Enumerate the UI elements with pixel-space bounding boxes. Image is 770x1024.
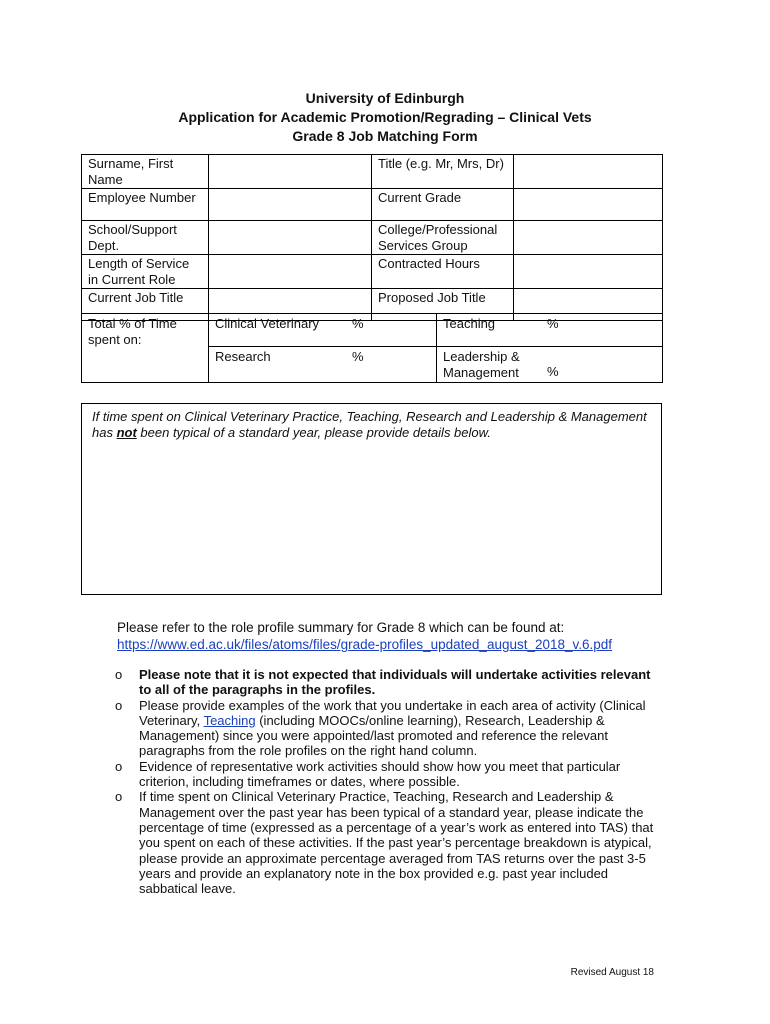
school-label: School/Support Dept. — [82, 221, 209, 255]
research-percent-symbol: % — [352, 349, 364, 364]
title-field[interactable] — [514, 155, 663, 189]
clinical-veterinary-cell[interactable] — [209, 314, 437, 347]
form-subheading: Grade 8 Job Matching Form — [292, 128, 478, 144]
university-name: University of Edinburgh — [305, 90, 465, 106]
current-grade-label: Current Grade — [372, 189, 514, 221]
not-emphasis: not — [116, 425, 137, 440]
leadership-cell[interactable] — [437, 347, 663, 383]
personal-details-table — [81, 154, 663, 321]
leadership-label: Leadership & Management — [443, 349, 520, 380]
list-item: o Please provide examples of the work that you undertake in each area of activity (Clinical Veterinary, Teaching (including MOOCs/online learning), Research, Leadership & Management) since you were appointed/last promoted and reference the relevant paragraphs from the role profiles on the right hand column. — [115, 697, 646, 759]
length-of-service-label: Length of Service in Current Role — [82, 255, 209, 289]
grade-profiles-link[interactable]: https://www.ed.ac.uk/files/atoms/files/grade-profiles_updated_august_2018_v.6.pdf — [117, 637, 613, 652]
length-of-service-field[interactable] — [209, 255, 372, 289]
proposed-job-title-label: Proposed Job Title — [372, 289, 514, 321]
teaching-cell[interactable] — [437, 314, 663, 347]
contracted-hours-label: Contracted Hours — [372, 255, 514, 289]
research-label: Research — [215, 349, 271, 364]
teaching-percent-symbol: % — [547, 316, 559, 331]
college-field[interactable] — [514, 221, 663, 255]
revision-note: Revised August 18 — [570, 967, 654, 978]
list-item: o If time spent on Clinical Veterinary Practice, Teaching, Research and Leadership & Management over the past year has been typical of a standard year, please indicate the percentage of time (expressed as a percentage of a year’s work as entered into TAS) that you spent on each of these activities. If the past year’s percentage breakdown is atypical, please provide an approximate percentage averaged from TAS returns over the past 3-5 years and provide an explanatory note in the box provided e.g. past year included sabbatical leave. — [115, 789, 654, 897]
research-cell[interactable] — [209, 347, 437, 383]
bullet-marker: o — [115, 789, 123, 805]
school-field[interactable] — [209, 221, 372, 255]
explanation-text-box[interactable] — [81, 403, 662, 595]
form-heading: Application for Academic Promotion/Regrading – Clinical Vets — [178, 109, 592, 125]
employee-number-label: Employee Number — [82, 189, 209, 221]
total-time-label: Total % of Time spent on: — [82, 314, 209, 383]
instructions-list — [115, 667, 660, 896]
bullet-marker: o — [115, 758, 123, 774]
teaching-label: Teaching — [443, 316, 496, 331]
list-item: o Please note that it is not expected that individuals will undertake activities relevant to all of the paragraphs in the profiles. — [115, 667, 651, 698]
title-label: Title (e.g. Mr, Mrs, Dr) — [372, 155, 514, 189]
role-profile-reference — [117, 619, 677, 653]
current-job-title-label: Current Job Title — [82, 289, 209, 321]
document-title — [0, 88, 770, 145]
current-grade-field[interactable] — [514, 189, 663, 221]
clinical-veterinary-label: Clinical Veterinary — [215, 316, 320, 331]
contracted-hours-field[interactable] — [514, 255, 663, 289]
bullet-marker: o — [115, 667, 123, 682]
leadership-percent-symbol: % — [547, 364, 559, 379]
college-label: College/Professional Services Group — [372, 221, 514, 255]
explanation-instructions: If time spent on Clinical Veterinary Practice, Teaching, Research and Leadership & Management has not been typical of a standard year, please provide details below. — [92, 409, 647, 440]
list-item: o Evidence of representative work activities should show how you meet that particular criterion, including timeframes or dates, where possible. — [115, 758, 621, 790]
bullet-marker: o — [115, 697, 123, 713]
clinical-percent-symbol: % — [352, 316, 364, 331]
surname-field[interactable] — [209, 155, 372, 189]
surname-label: Surname, First Name — [82, 155, 209, 189]
reference-text: Please refer to the role profile summary for Grade 8 which can be found at: — [117, 620, 565, 635]
teaching-link[interactable]: Teaching — [203, 712, 256, 728]
time-allocation-table — [81, 313, 663, 383]
employee-number-field[interactable] — [209, 189, 372, 221]
